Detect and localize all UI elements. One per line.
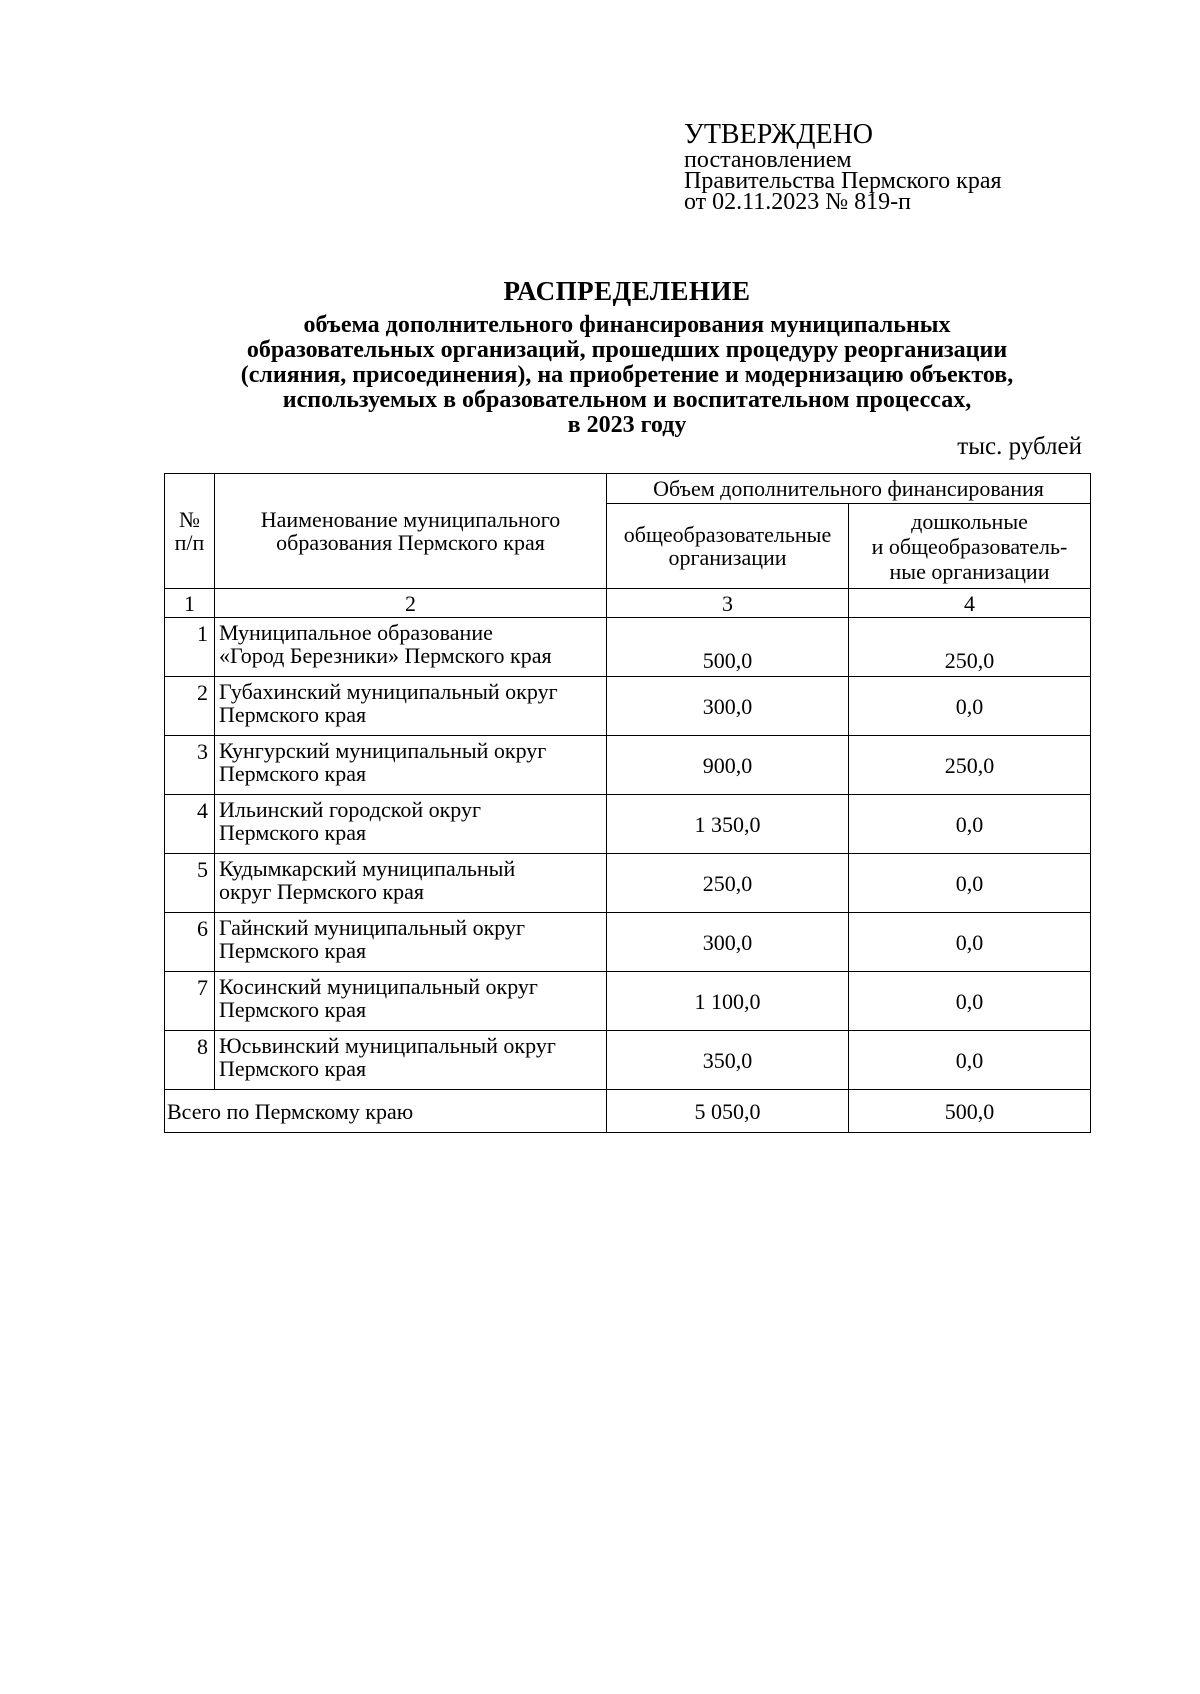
general-education-value: 1 350,0 xyxy=(607,795,849,854)
municipality-name-line-1: Кудымкарский муниципальный xyxy=(219,856,516,881)
municipality-name xyxy=(215,854,607,913)
municipality-name-line-1: Муниципальное образование xyxy=(219,620,493,645)
distribution-table xyxy=(164,473,1091,1133)
approval-heading: УТВЕРЖДЕНО xyxy=(684,119,874,150)
municipality-name-line-1: Кунгурский муниципальный округ xyxy=(219,738,547,763)
table-row xyxy=(165,854,1091,913)
column-number-row xyxy=(165,589,1091,618)
preschool-value: 0,0 xyxy=(849,972,1091,1031)
row-number: 7 xyxy=(165,972,215,1031)
row-number: 4 xyxy=(165,795,215,854)
general-education-value: 350,0 xyxy=(607,1031,849,1090)
subtitle-line-4: используемых в образовательном и воспитательном процессах, xyxy=(282,387,972,413)
municipality-name-line-2: Пермского края xyxy=(219,938,367,963)
preschool-value: 0,0 xyxy=(849,854,1091,913)
municipality-name-line-2: Пермского края xyxy=(219,702,367,727)
municipality-name-line-1: Гайнский муниципальный округ xyxy=(219,915,525,940)
table-row xyxy=(165,618,1091,677)
municipality-name-line-1: Косинский муниципальный округ xyxy=(219,974,538,999)
total-row xyxy=(165,1090,1091,1133)
header-col4-line-3: ные организации xyxy=(889,558,1050,584)
units-label: тыс. рублей xyxy=(957,433,1082,460)
column-number: 3 xyxy=(607,589,849,618)
preschool-value: 0,0 xyxy=(849,795,1091,854)
header-col3: общеобразовательные организации xyxy=(607,504,849,589)
table-row xyxy=(165,972,1091,1031)
column-number: 2 xyxy=(215,589,607,618)
preschool-value: 0,0 xyxy=(849,677,1091,736)
general-education-value: 500,0 xyxy=(607,618,849,677)
table-row xyxy=(165,677,1091,736)
approval-line-4: от 02.11.2023 № 819-п xyxy=(684,189,912,215)
municipality-name-line-2: Пермского края xyxy=(219,1056,367,1081)
preschool-value: 0,0 xyxy=(849,1031,1091,1090)
document-subtitle xyxy=(0,313,1200,438)
municipality-name xyxy=(215,1031,607,1090)
header-group: Объем дополнительного финансирования xyxy=(607,474,1091,504)
total-preschool: 500,0 xyxy=(849,1090,1091,1133)
row-number: 5 xyxy=(165,854,215,913)
general-education-value: 900,0 xyxy=(607,736,849,795)
approval-line-3: Правительства Пермского края xyxy=(684,168,1002,194)
municipality-name xyxy=(215,972,607,1031)
general-education-value: 250,0 xyxy=(607,854,849,913)
row-number: 1 xyxy=(165,618,215,677)
total-general-education: 5 050,0 xyxy=(607,1090,849,1133)
header-name: Наименование муниципального образования Пермского края xyxy=(215,474,607,589)
document-title: РАСПРЕДЕЛЕНИЕ xyxy=(503,276,751,306)
column-number: 4 xyxy=(849,589,1091,618)
municipality-name-line-1: Губахинский муниципальный округ xyxy=(219,679,558,704)
municipality-name xyxy=(215,913,607,972)
header-col4-line-1: дошкольные xyxy=(911,508,1028,534)
row-number: 3 xyxy=(165,736,215,795)
municipality-name-line-1: Ильинский городской округ xyxy=(219,797,482,822)
preschool-value: 250,0 xyxy=(849,736,1091,795)
header-number: № п/п xyxy=(165,474,215,589)
general-education-value: 300,0 xyxy=(607,677,849,736)
municipality-name-line-2: Пермского края xyxy=(219,820,367,845)
approval-stamp xyxy=(684,120,1002,213)
subtitle-line-5: в 2023 году xyxy=(567,412,687,438)
row-number: 6 xyxy=(165,913,215,972)
subtitle-line-1: объема дополнительного финансирования муниципальных xyxy=(303,312,951,338)
municipality-name-line-2: округ Пермского края xyxy=(219,879,425,904)
header-col4-line-2: и общеобразователь- xyxy=(871,533,1068,559)
preschool-value: 250,0 xyxy=(849,618,1091,677)
subtitle-line-2: образовательных организаций, прошедших процедуру реорганизации xyxy=(246,337,1008,363)
table-row xyxy=(165,795,1091,854)
table-row xyxy=(165,736,1091,795)
total-label: Всего по Пермскому краю xyxy=(165,1090,607,1133)
subtitle-line-3: (слияния, присоединения), на приобретение и модернизацию объектов, xyxy=(240,362,1014,388)
table-row xyxy=(165,913,1091,972)
municipality-name xyxy=(215,795,607,854)
row-number: 2 xyxy=(165,677,215,736)
municipality-name-line-1: Юсьвинский муниципальный округ xyxy=(219,1033,556,1058)
municipality-name-line-2: Пермского края xyxy=(219,761,367,786)
municipality-name xyxy=(215,677,607,736)
municipality-name-line-2: «Город Березники» Пермского края xyxy=(219,643,552,668)
header-col4 xyxy=(849,504,1091,589)
municipality-name xyxy=(215,736,607,795)
general-education-value: 300,0 xyxy=(607,913,849,972)
municipality-name-line-2: Пермского края xyxy=(219,997,367,1022)
general-education-value: 1 100,0 xyxy=(607,972,849,1031)
approval-line-2: постановлением xyxy=(684,147,852,173)
table-row xyxy=(165,1031,1091,1090)
column-number: 1 xyxy=(165,589,215,618)
row-number: 8 xyxy=(165,1031,215,1090)
municipality-name xyxy=(215,618,607,677)
preschool-value: 0,0 xyxy=(849,913,1091,972)
